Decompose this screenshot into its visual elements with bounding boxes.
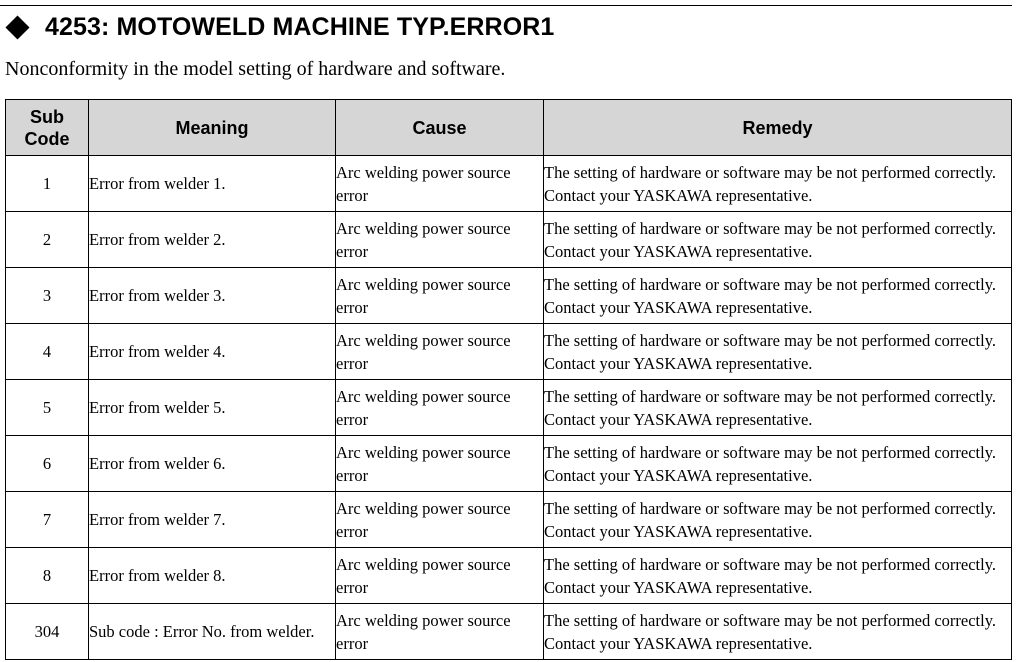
sub-code-cell: 4 (6, 324, 89, 380)
column-header-cause: Cause (336, 100, 544, 156)
table-row (6, 548, 1012, 604)
sub-code-cell: 1 (6, 156, 89, 212)
cause-cell: Arc welding power source error (336, 380, 544, 436)
sub-code-cell: 7 (6, 492, 89, 548)
page-title: 4253: MOTOWELD MACHINE TYP.ERROR1 (45, 12, 555, 41)
remedy-cell: The setting of hardware or software may be not performed correctly. Contact your YASKAWA representative. (544, 268, 1012, 324)
remedy-cell: The setting of hardware or software may be not performed correctly. Contact your YASKAWA representative. (544, 156, 1012, 212)
sub-code-header-line2: Code (24, 128, 70, 149)
sub-code-header-line1: Sub (30, 106, 64, 127)
meaning-cell: Error from welder 7. (89, 492, 336, 548)
section-heading (6, 11, 554, 43)
meaning-cell: Error from welder 1. (89, 156, 336, 212)
table-row (6, 492, 1012, 548)
meaning-cell: Error from welder 2. (89, 212, 336, 268)
sub-code-cell: 5 (6, 380, 89, 436)
remedy-cell: The setting of hardware or software may be not performed correctly. Contact your YASKAWA representative. (544, 604, 1012, 660)
meaning-cell: Error from welder 8. (89, 548, 336, 604)
cause-cell: Arc welding power source error (336, 268, 544, 324)
column-header-sub-code (6, 100, 89, 156)
remedy-cell: The setting of hardware or software may be not performed correctly. Contact your YASKAWA representative. (544, 324, 1012, 380)
cause-cell: Arc welding power source error (336, 212, 544, 268)
diamond-bullet-icon (5, 15, 29, 39)
remedy-cell: The setting of hardware or software may be not performed correctly. Contact your YASKAWA representative. (544, 212, 1012, 268)
remedy-cell: The setting of hardware or software may be not performed correctly. Contact your YASKAWA representative. (544, 436, 1012, 492)
cause-cell: Arc welding power source error (336, 548, 544, 604)
table-row (6, 436, 1012, 492)
table-row (6, 324, 1012, 380)
column-header-remedy: Remedy (544, 100, 1012, 156)
error-table (5, 99, 1012, 660)
error-description: Nonconformity in the model setting of hardware and software. (5, 58, 506, 80)
table-row (6, 212, 1012, 268)
cause-cell: Arc welding power source error (336, 436, 544, 492)
remedy-cell: The setting of hardware or software may be not performed correctly. Contact your YASKAWA representative. (544, 492, 1012, 548)
sub-code-cell: 304 (6, 604, 89, 660)
remedy-cell: The setting of hardware or software may be not performed correctly. Contact your YASKAWA representative. (544, 548, 1012, 604)
table-body (6, 156, 1012, 660)
cause-cell: Arc welding power source error (336, 324, 544, 380)
table-row (6, 268, 1012, 324)
remedy-cell: The setting of hardware or software may be not performed correctly. Contact your YASKAWA representative. (544, 380, 1012, 436)
sub-code-cell: 8 (6, 548, 89, 604)
cause-cell: Arc welding power source error (336, 156, 544, 212)
cause-cell: Arc welding power source error (336, 492, 544, 548)
sub-code-cell: 2 (6, 212, 89, 268)
cause-cell: Arc welding power source error (336, 604, 544, 660)
table-row (6, 604, 1012, 660)
meaning-cell: Error from welder 4. (89, 324, 336, 380)
sub-code-cell: 3 (6, 268, 89, 324)
sub-code-cell: 6 (6, 436, 89, 492)
table-header-row (6, 100, 1012, 156)
column-header-meaning: Meaning (89, 100, 336, 156)
meaning-cell: Error from welder 5. (89, 380, 336, 436)
meaning-cell: Error from welder 3. (89, 268, 336, 324)
table-row (6, 380, 1012, 436)
table-row (6, 156, 1012, 212)
meaning-cell: Error from welder 6. (89, 436, 336, 492)
meaning-cell: Sub code : Error No. from welder. (89, 604, 336, 660)
top-rule (0, 5, 1012, 6)
